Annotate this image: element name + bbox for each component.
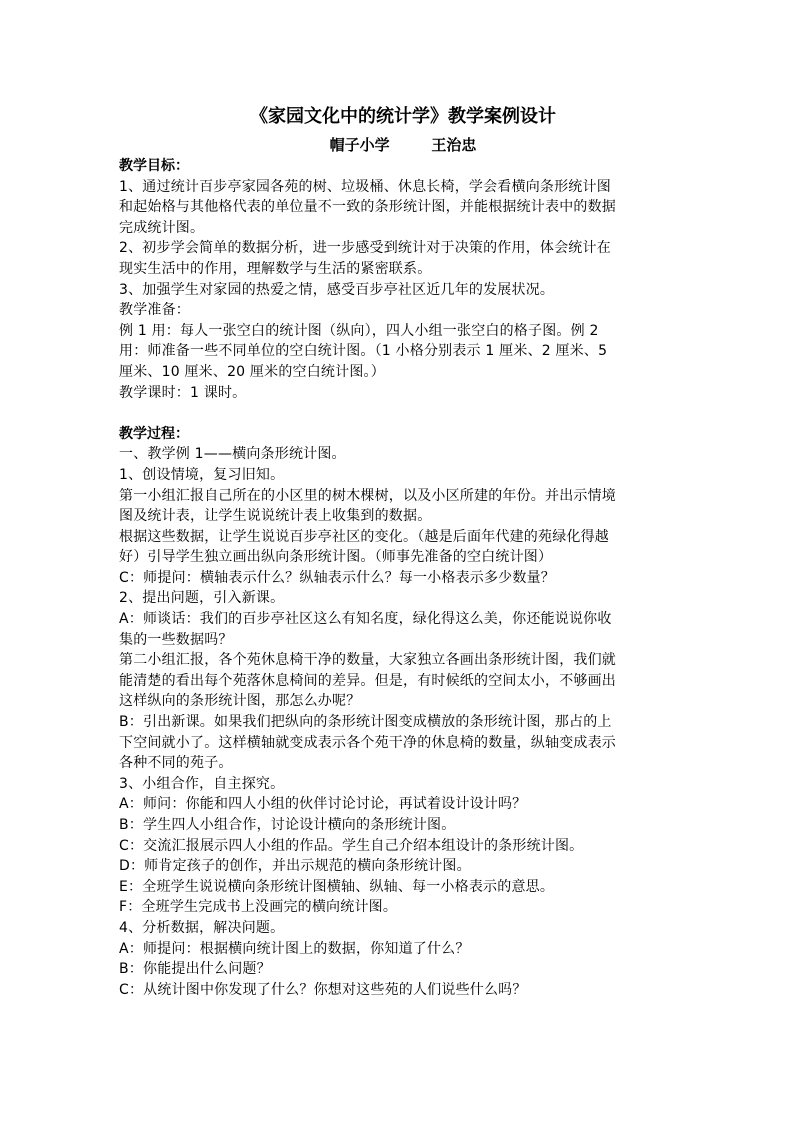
document-title: 《家园文化中的统计学》教学案例设计 (250, 106, 556, 127)
text-line: E：全班学生说说横向条形统计图横轴、纵轴、每一小格表示的意思。 (119, 878, 555, 895)
text-line: 1、创设情境，复习旧知。 (119, 466, 285, 483)
text-line: 和起始格与其他格代表的单位量不一致的条形统计图，并能根据统计表中的数据 (119, 199, 616, 216)
document-body (119, 156, 681, 1000)
text-line: 厘米、10 厘米、20 厘米的空白统计图。） (119, 363, 385, 380)
document-page (119, 104, 681, 1000)
text-line: 根据这些数据，让学生说说百步亭社区的变化。（越是后面年代建的苑绿化得越 (119, 528, 609, 545)
document-author: 帽子小学 王治忠 (329, 136, 477, 154)
text-line: 下空间就小了。这样横轴就变成表示各个苑干净的休息椅的数量，纵轴变成表示 (119, 734, 616, 751)
text-line: D：师肯定孩子的创作，并出示规范的横向条形统计图。 (119, 858, 471, 875)
text-line: 一、教学例 1——横向条形统计图。 (119, 446, 346, 463)
section-heading: 教学过程： (119, 425, 189, 442)
text-line: C：师提问：横轴表示什么？纵轴表示什么？每一小格表示多少数量？ (119, 569, 555, 586)
text-line: 1、通过统计百步亭家园各苑的树、垃圾桶、休息长椅，学会看横向条形统计图 (119, 178, 611, 195)
text-line: F：全班学生完成书上没画完的横向统计图。 (119, 899, 398, 916)
text-line: B：你能提出什么问题？ (119, 961, 271, 978)
text-line: B：引出新课。如果我们把纵向的条形统计图变成横放的条形统计图，那占的上 (119, 714, 612, 731)
text-line: 2、提出问题，引入新课。 (119, 590, 285, 607)
text-line: 用：师准备一些不同单位的空白统计图。（1 小格分别表示 1 厘米、2 厘米、5 (119, 343, 608, 360)
text-line: 教学课时：1 课时。 (119, 384, 247, 401)
text-line: C：交流汇报展示四人小组的作品。学生自己介绍本组设计的条形统计图。 (119, 837, 584, 854)
text-line: 完成统计图。 (119, 219, 205, 236)
text-line: 第二小组汇报，各个苑休息椅干净的数量，大家独立各画出条形统计图，我们就 (119, 652, 616, 669)
text-line: B：学生四人小组合作，讨论设计横向的条形统计图。 (119, 817, 456, 833)
text-line: 4、分析数据，解决问题。 (119, 919, 285, 936)
text-line: 3、加强学生对家园的热爱之情，感受百步亭社区近几年的发展状况。 (119, 281, 555, 298)
text-line: A：师问：你能和四人小组的伙伴讨论讨论，再试着设计设计吗？ (119, 796, 527, 813)
text-line: 第一小组汇报自己所在的小区里的树木棵树，以及小区所建的年份。并出示情境 (119, 487, 616, 504)
text-line: 各种不同的苑子。 (119, 755, 233, 772)
text-line: 现实生活中的作用，理解数学与生活的紧密联系。 (119, 260, 432, 277)
text-line: 图及统计表，让学生说说统计表上收集到的数据。 (119, 508, 432, 525)
text-line: 集的一些数据吗？ (119, 631, 233, 648)
text-line: 能清楚的看出每个苑落休息椅间的差异。但是，有时候纸的空间太小，不够画出 (119, 672, 616, 689)
text-line: 教学准备： (119, 302, 190, 319)
section-heading: 教学目标： (119, 158, 189, 174)
text-line: C：从统计图中你发现了什么？你想对这些苑的人们说些什么吗？ (119, 981, 527, 998)
text-line: A：师谈话：我们的百步亭社区这么有知名度，绿化得这么美，你还能说说你收 (119, 611, 612, 628)
blank-line (119, 403, 681, 424)
text-line: 2、初步学会简单的数据分析，进一步感受到统计对于决策的作用，体会统计在 (119, 240, 611, 257)
text-line: 这样纵向的条形统计图，那怎么办呢？ (119, 693, 361, 710)
text-line: 3、小组合作，自主探究。 (119, 775, 285, 792)
text-line: A：师提问：根据横向统计图上的数据，你知道了什么？ (119, 940, 470, 957)
text-line: 例 1 用：每人一张空白的统计图（纵向），四人小组一张空白的格子图。例 2 (119, 322, 599, 339)
text-line: 好）引导学生独立画出纵向条形统计图。（师事先准备的空白统计图） (119, 549, 553, 566)
